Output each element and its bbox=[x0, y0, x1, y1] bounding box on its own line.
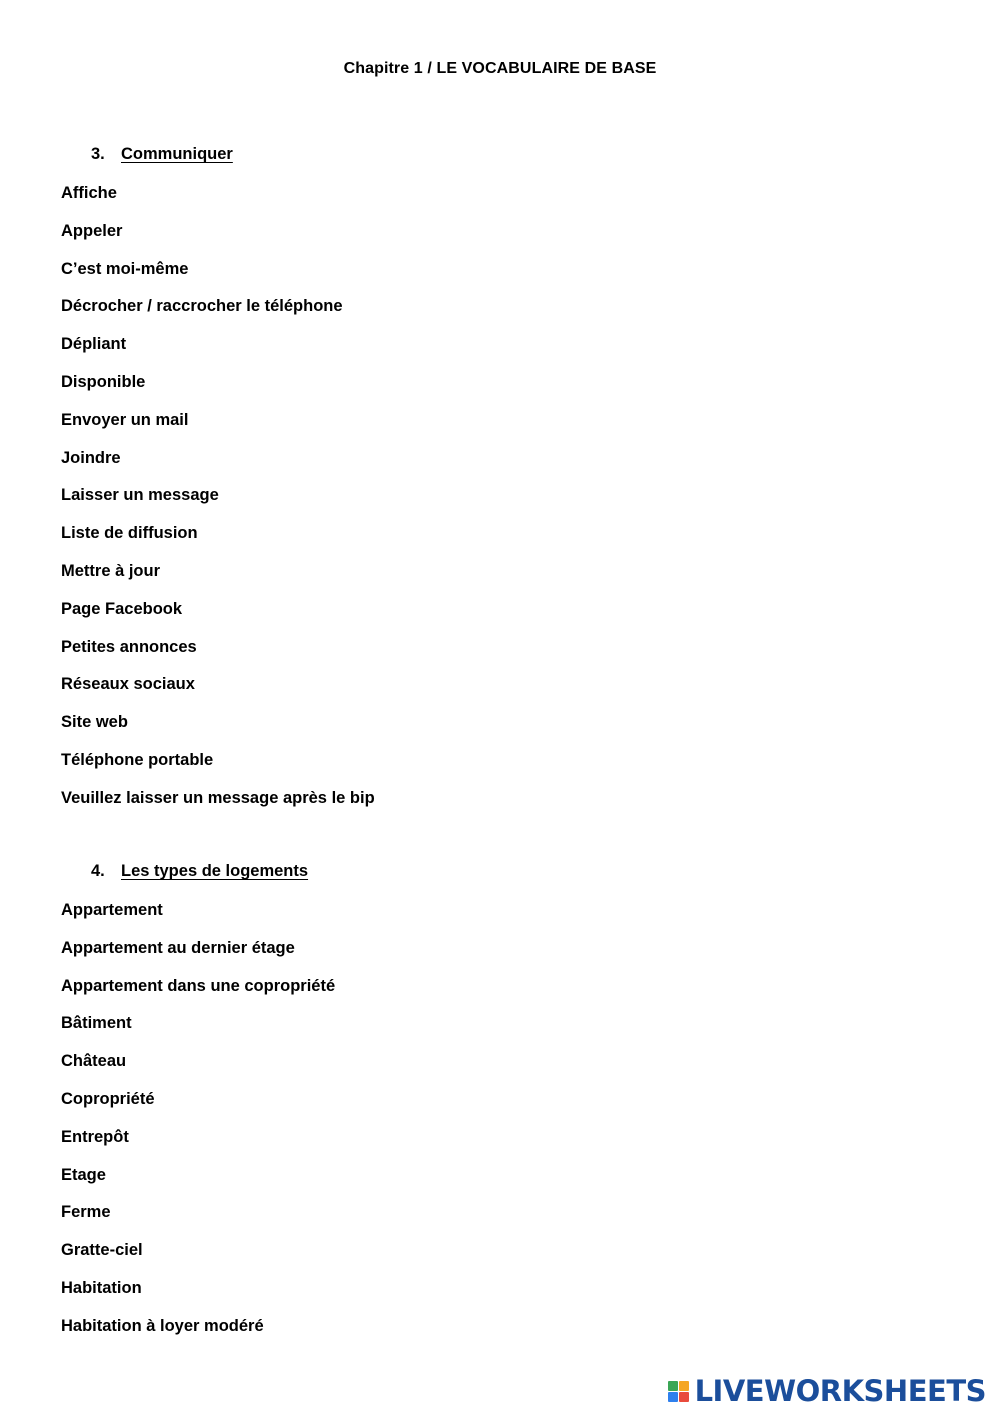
vocabulary-item: Joindre bbox=[61, 448, 121, 467]
logo-square-orange bbox=[679, 1381, 689, 1391]
logo-square-blue bbox=[668, 1392, 678, 1402]
vocabulary-item: C’est moi-même bbox=[61, 259, 189, 278]
vocabulary-item: Château bbox=[61, 1052, 127, 1071]
vocabulary-item: Entrepôt bbox=[61, 1127, 129, 1146]
section-number: 4. bbox=[91, 862, 105, 880]
vocabulary-item: Téléphone portable bbox=[61, 750, 214, 769]
vocabulary-item: Disponible bbox=[61, 372, 146, 391]
section-heading bbox=[61, 862, 941, 900]
vocabulary-item: Appartement dans une copropriété bbox=[61, 976, 336, 995]
vocabulary-item: Appeler bbox=[61, 221, 123, 240]
vocabulary-item: Bâtiment bbox=[61, 1014, 132, 1033]
vocabulary-item: Habitation bbox=[61, 1278, 142, 1297]
vocabulary-item: Envoyer un mail bbox=[61, 410, 189, 429]
liveworksheets-logo-text: LIVEWORKSHEETS bbox=[694, 1374, 986, 1408]
section-heading bbox=[61, 145, 941, 183]
logo-square-red bbox=[679, 1392, 689, 1402]
vocabulary-item: Décrocher / raccrocher le téléphone bbox=[61, 297, 343, 316]
vocabulary-list bbox=[61, 900, 941, 1354]
vocabulary-item: Liste de diffusion bbox=[61, 524, 198, 543]
vocabulary-item: Réseaux sociaux bbox=[61, 675, 195, 694]
section-communiquer bbox=[61, 145, 941, 826]
vocabulary-item: Appartement bbox=[61, 901, 163, 919]
vocabulary-item: Veuillez laisser un message après le bip bbox=[61, 788, 375, 807]
liveworksheets-logo-icon bbox=[668, 1381, 689, 1402]
vocabulary-item: Ferme bbox=[61, 1203, 111, 1222]
vocabulary-item: Copropriété bbox=[61, 1089, 155, 1108]
page-title: Chapitre 1 / LE VOCABULAIRE DE BASE bbox=[343, 60, 657, 77]
vocabulary-list bbox=[61, 183, 941, 826]
vocabulary-item: Mettre à jour bbox=[61, 561, 161, 580]
logo-square-green bbox=[668, 1381, 678, 1391]
vocabulary-item: Petites annonces bbox=[61, 637, 197, 656]
section-title: Les types de logements bbox=[121, 862, 309, 880]
liveworksheets-logo bbox=[668, 1374, 986, 1408]
vocabulary-item: Gratte-ciel bbox=[61, 1241, 143, 1260]
vocabulary-item: Dépliant bbox=[61, 335, 127, 354]
section-types-de-logements bbox=[61, 862, 941, 1354]
vocabulary-item: Laisser un message bbox=[61, 486, 219, 505]
vocabulary-item: Habitation à loyer modéré bbox=[61, 1316, 264, 1335]
vocabulary-item: Appartement au dernier étage bbox=[61, 938, 295, 957]
section-number: 3. bbox=[91, 145, 105, 163]
vocabulary-item: Etage bbox=[61, 1165, 106, 1184]
vocabulary-item: Affiche bbox=[61, 184, 117, 202]
vocabulary-item: Site web bbox=[61, 713, 128, 732]
vocabulary-item: Page Facebook bbox=[61, 599, 183, 618]
section-title: Communiquer bbox=[121, 145, 233, 163]
